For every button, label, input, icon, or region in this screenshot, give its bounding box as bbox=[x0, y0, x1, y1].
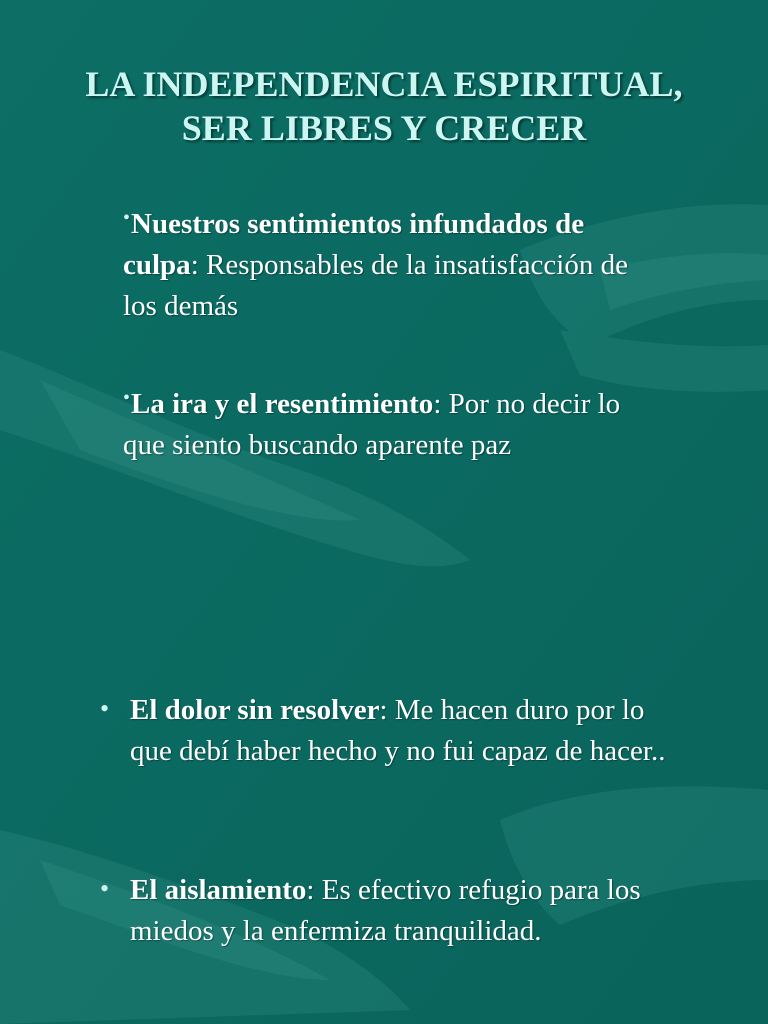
bullet-description: : Me hacen duro por lo que debí haber hecho y no fui capaz de hacer.. bbox=[130, 694, 666, 767]
bullet-item-anger bbox=[123, 378, 663, 466]
title-line-1: LA INDEPENDENCIA ESPIRITUAL, bbox=[85, 64, 683, 104]
title-line-2: SER LIBRES Y CRECER bbox=[181, 108, 587, 148]
bullet-description: : Por no decir lo que siento buscando aparente paz bbox=[123, 388, 621, 461]
bullet-item-pain bbox=[130, 690, 690, 772]
bullet-description: : Responsables de la insatisfacción de los demás bbox=[123, 249, 628, 322]
bullet-item-isolation bbox=[130, 870, 690, 952]
bullet-item-guilt bbox=[123, 198, 663, 327]
bullet-term: El dolor sin resolver bbox=[130, 694, 380, 726]
bullet-term: Nuestros sentimientos infundados de culpa bbox=[123, 208, 585, 281]
bullet-glyph: • bbox=[123, 387, 131, 409]
bullet-glyph: • bbox=[123, 207, 131, 229]
bullet-glyph: • bbox=[100, 874, 110, 903]
bullet-term: La ira y el resentimiento bbox=[131, 388, 434, 420]
bullet-description: : Es efectivo refugio para los miedos y la enfermiza tranquilidad. bbox=[130, 874, 641, 947]
bullet-glyph: • bbox=[100, 694, 110, 723]
bullet-term: El aislamiento bbox=[130, 874, 307, 906]
slide-title bbox=[20, 62, 748, 150]
